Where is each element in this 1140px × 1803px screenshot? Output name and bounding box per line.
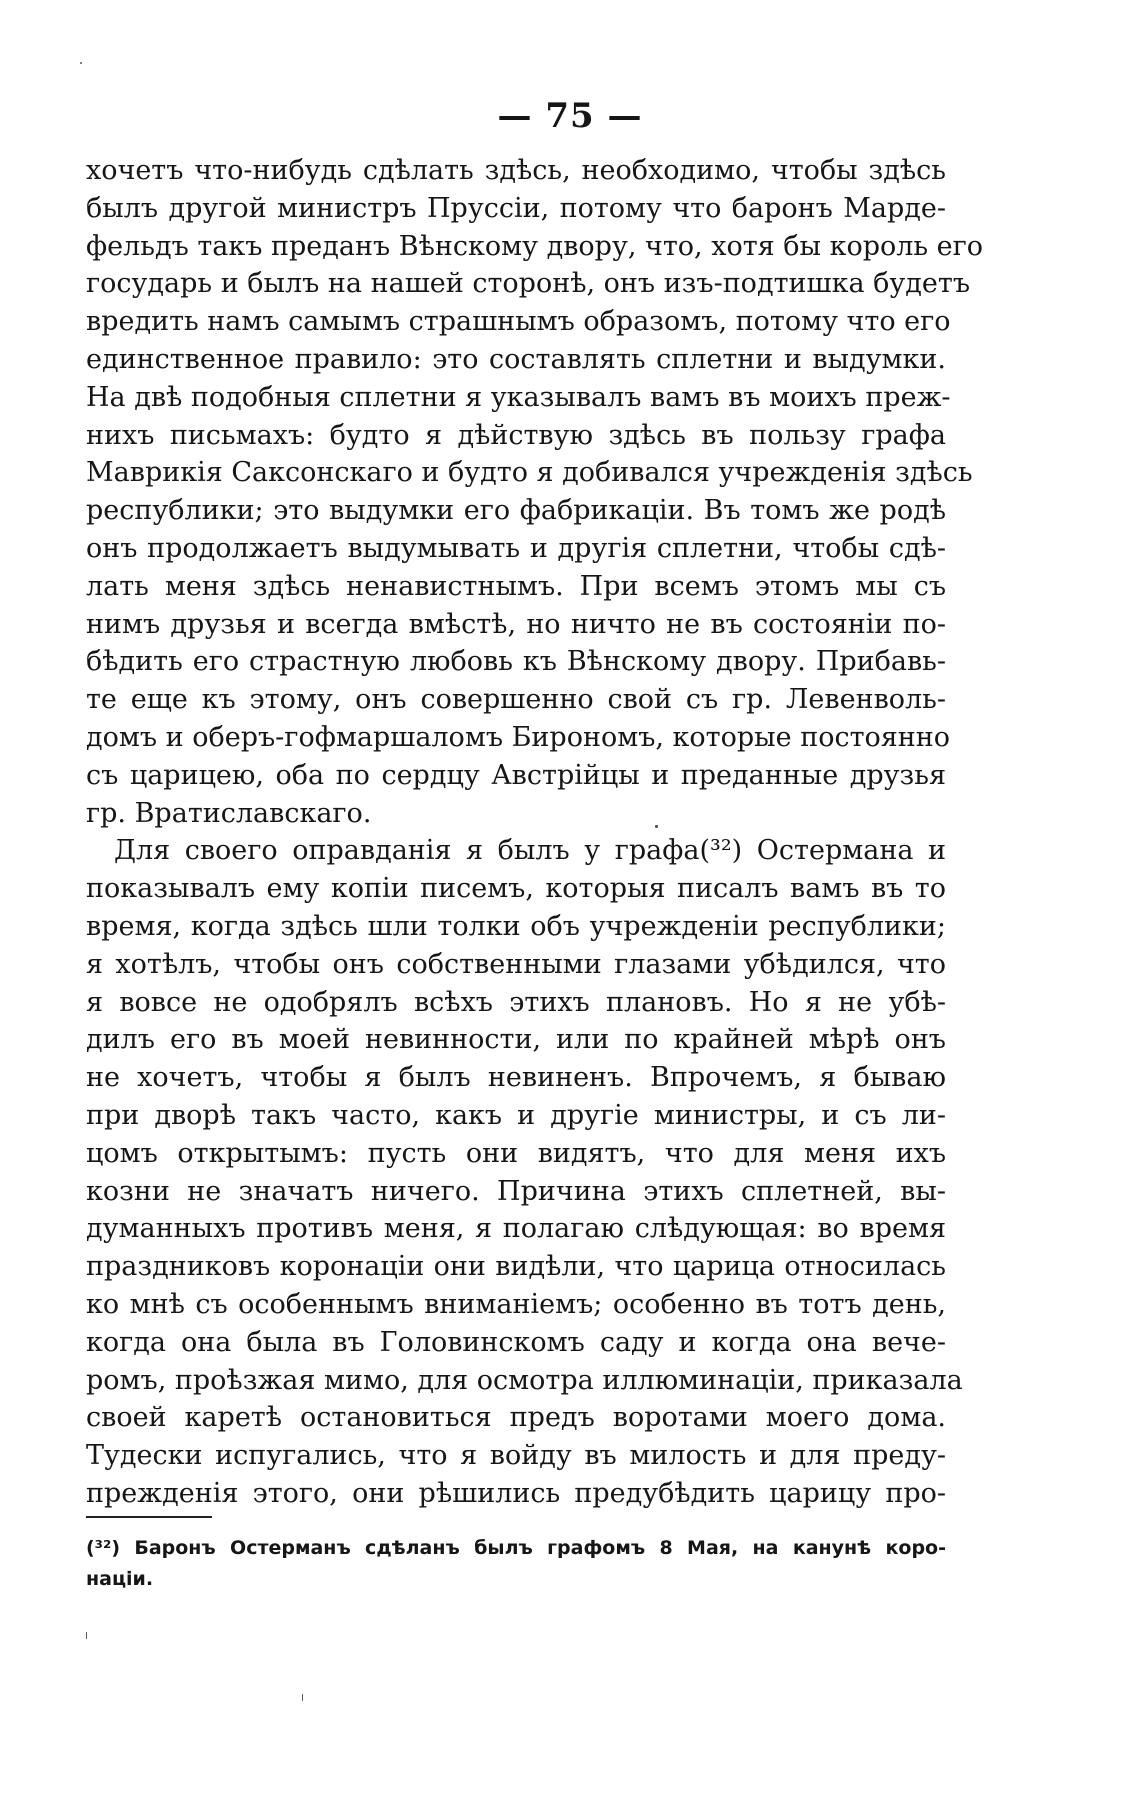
text-line: я хотѣлъ, чтобы онъ собственными глазами убѣдился, что [86, 948, 946, 980]
page-number: — 75 — [497, 96, 643, 136]
text-line: те еще къ этому, онъ совершенно свой съ гр. Левенволь- [86, 684, 946, 716]
text-line: лать меня здѣсь ненавистнымъ. При всемъ этомъ мы съ [86, 570, 946, 602]
text-line: Маврикія Саксонскаго и будто я добивался учрежденія здѣсь [86, 457, 973, 489]
text-line: не хочетъ, чтобы я былъ невиненъ. Впрочемъ, я бываю [86, 1062, 946, 1094]
text-line: домъ и оберъ-гофмаршаломъ Бирономъ, которые постоянно [86, 721, 951, 753]
footnote-line: (³²) Баронъ Остерманъ сдѣланъ былъ графомъ 8 Мая, на канунѣ коро- [86, 1537, 946, 1559]
text-line: хочетъ что-нибудь сдѣлать здѣсь, необходимо, чтобы здѣсь [86, 155, 946, 186]
footnote-line: націи. [86, 1568, 154, 1590]
text-line: козни не значатъ ничего. Причина этихъ сплетней, вы- [86, 1175, 946, 1207]
text-line: Тудески испугались, что я войду въ милость и для преду- [86, 1440, 946, 1472]
text-line: время, когда здѣсь шли толки объ учрежденіи республики; [86, 910, 946, 942]
text-line: прежденія этого, они рѣшились предубѣдить царицу про- [86, 1477, 946, 1509]
scan-speck [86, 1632, 87, 1639]
text-line: показывалъ ему копіи писемъ, которыя писалъ вамъ въ то [86, 873, 946, 905]
text-line: праздниковъ коронаціи они видѣли, что царица относилась [86, 1251, 946, 1283]
text-line: гр. Вратиславскаго. [86, 797, 372, 829]
text-line: нихъ письмахъ: будто я дѣйствую здѣсь въ пользу графа [86, 419, 946, 451]
text-line: бѣдить его страстную любовь къ Вѣнскому двору. Прибавь- [86, 646, 946, 678]
text-line: онъ продолжаетъ выдумывать и другія сплетни, чтобы сдѣ- [86, 532, 946, 564]
text-line: вредить намъ самымъ страшнымъ образомъ, потому что его [86, 306, 951, 338]
text-line: единственное правило: это составлять сплетни и выдумки. [86, 343, 946, 375]
paragraph-1 [86, 152, 984, 832]
scan-speck [80, 62, 82, 64]
text-line: Для своего оправданія я былъ у графа(³²) Остермана и [114, 835, 946, 867]
text-line: я вовсе не одобрялъ всѣхъ этихъ плановъ. Но я не убѣ- [86, 986, 946, 1018]
text-line: думанныхъ противъ меня, я полагаю слѣдующая: во время [86, 1213, 946, 1245]
text-line: когда она была въ Головинскомъ саду и когда она вече- [86, 1326, 946, 1358]
text-line: фельдъ такъ преданъ Вѣнскому двору, что, хотя бы король его [86, 230, 984, 262]
text-line: ко мнѣ съ особеннымъ вниманіемъ; особенно въ тотъ день, [86, 1288, 946, 1320]
text-line: ромъ, проѣзжая мимо, для осмотра иллюминаціи, приказала [86, 1364, 963, 1396]
text-line: своей каретѣ остановиться предъ воротами моего дома. [86, 1402, 946, 1434]
text-line: былъ другой министръ Пруссіи, потому что баронъ Марде- [86, 192, 946, 224]
footnote-divider [86, 1516, 212, 1518]
text-line: дилъ его въ моей невинности, или по крайней мѣрѣ онъ [86, 1024, 946, 1056]
text-line: нимъ друзья и всегда вмѣстѣ, но ничто не въ состояніи по- [86, 608, 946, 640]
text-line: цомъ открытымъ: пусть они видятъ, что для меня ихъ [86, 1137, 946, 1169]
scan-speck [302, 1694, 303, 1701]
body-text [86, 152, 984, 1513]
text-line: государь и былъ на нашей сторонѣ, онъ изъ-подтишка будетъ [86, 268, 971, 300]
text-line: На двѣ подобныя сплетни я указывалъ вамъ въ моихъ преж- [86, 381, 951, 413]
text-line: при дворѣ такъ часто, какъ и другіе министры, и съ ли- [86, 1099, 946, 1131]
text-line: республики; это выдумки его фабрикаціи. Въ томъ же родѣ [86, 495, 946, 527]
text-line: съ царицею, оба по сердцу Австрійцы и преданные друзья [86, 759, 946, 791]
scan-speck [655, 825, 658, 828]
paragraph-2 [86, 832, 963, 1512]
footnote-32 [86, 1533, 946, 1595]
